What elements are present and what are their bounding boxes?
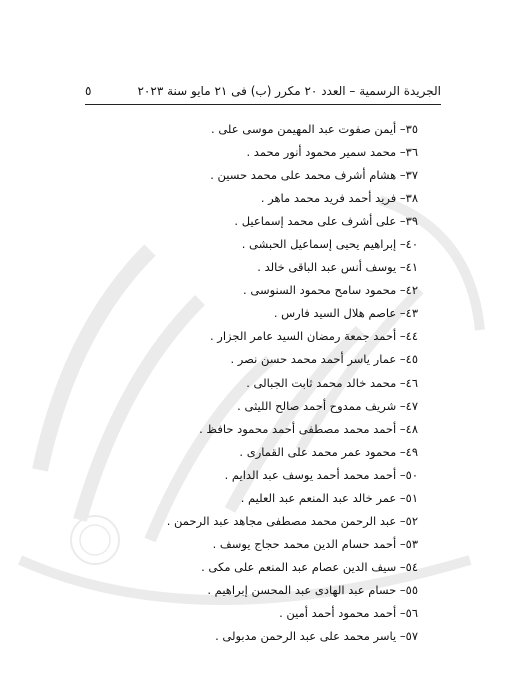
list-item: ٣٨– فريد أحمد فريد محمد ماهر . — [260, 191, 418, 206]
gazette-title: الجريدة الرسمية – العدد ٢٠ مكرر (ب) فى ٢١ مايو سنة ٢٠٢٣ — [137, 84, 441, 98]
list-item: ٥٧– ياسر محمد على عبد الرحمن مدبولى . — [215, 629, 418, 644]
list-item: ٤٥– عمار ياسر أحمد محمد حسن نصر . — [230, 352, 418, 367]
list-item: ٣٩– على أشرف على محمد إسماعيل . — [234, 214, 418, 229]
list-item: ٤٦– محمد خالد محمد ثابت الجبالى . — [246, 375, 418, 390]
list-item: ٤١– يوسف أنس عبد الباقى خالد . — [257, 260, 418, 275]
list-item: ٤٤– أحمد جمعة رمضان السيد عامر الجزار . — [210, 329, 418, 344]
list-item: ٤٠– إبراهيم يحيى إسماعيل الحبشى . — [241, 237, 418, 252]
page-header — [85, 84, 441, 106]
header-divider — [85, 104, 441, 105]
list-item: ٤٧– شريف ممدوح أحمد صالح الليثى . — [237, 398, 418, 413]
list-item: ٥٠– أحمد محمد أحمد يوسف عبد الدايم . — [224, 467, 418, 482]
list-item: ٤٩– محمود عمر محمد على القمارى . — [239, 444, 418, 459]
names-list — [88, 118, 418, 648]
list-item: ٥٤– سيف الدين عصام عبد المنعم على مكى . — [201, 559, 418, 574]
list-item: ٣٦– محمد سمير محمود أنور محمد . — [246, 145, 418, 160]
list-item: ٥٦– أحمد محمود أحمد أمين . — [279, 605, 418, 620]
list-item: ٥١– عمر خالد عبد المنعم عبد العليم . — [240, 490, 418, 505]
list-item: ٤٣– عاصم هلال السيد فارس . — [273, 306, 418, 321]
list-item: ٥٥– حسام عبد الهادى عبد المحسن إبراهيم . — [207, 582, 418, 597]
list-item: ٣٧– هشام أشرف محمد على محمد حسين . — [210, 168, 418, 183]
list-item: ٤٢– محمود سامح محمود السنوسى . — [243, 283, 418, 298]
list-item: ٥٣– أحمد حسام الدين محمد حجاج يوسف . — [212, 536, 418, 551]
list-item: ٤٨– أحمد محمد مصطفى أحمد محمود حافظ . — [199, 421, 418, 436]
page-number: ٥ — [85, 84, 92, 98]
list-item: ٥٢– عبد الرحمن محمد مصطفى مجاهد عبد الرحمن . — [166, 513, 418, 528]
list-item: ٣٥– أيمن صفوت عبد المهيمن موسى على . — [211, 122, 418, 136]
